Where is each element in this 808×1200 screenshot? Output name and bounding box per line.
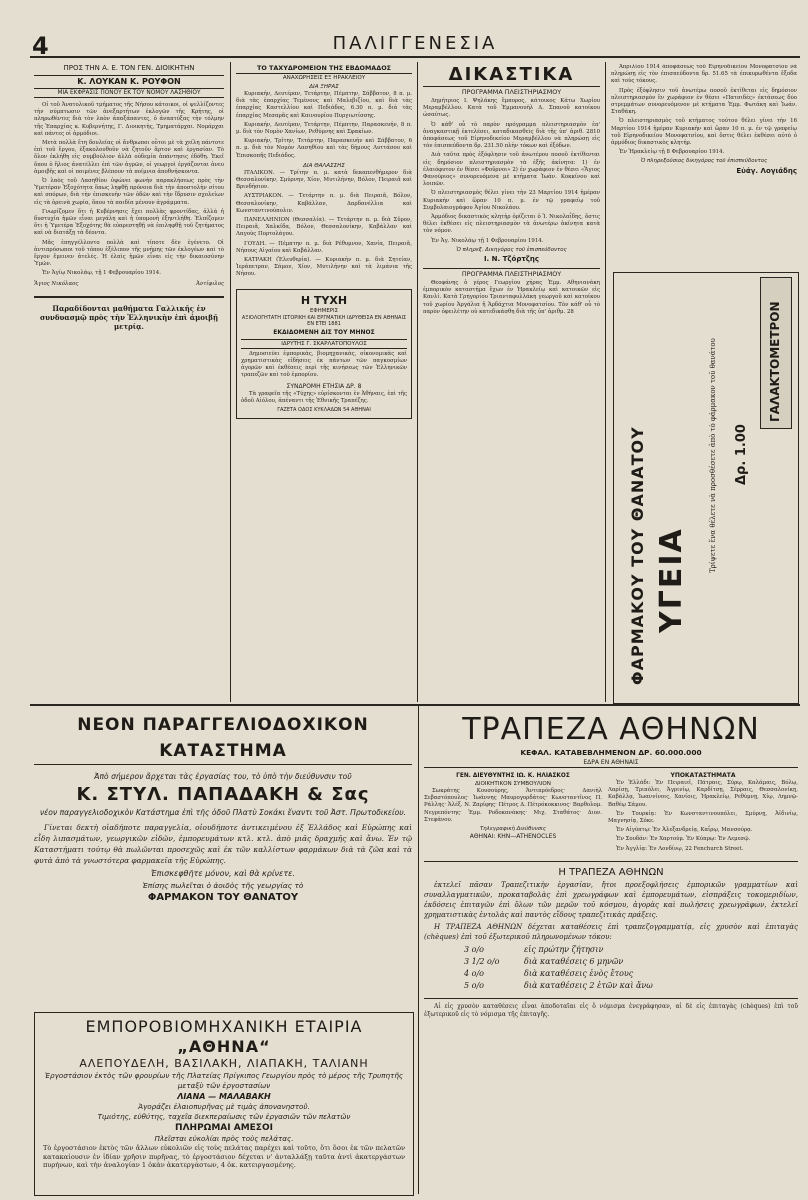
sea-heading: ΔΙΑ ΘΑΛΑΣΣΗΣ bbox=[303, 162, 345, 169]
schedule-entry: ΠΑΝΕΛΛΗΝΙΟΝ (Θεσσαλία). — Τετάρτην π. μ. διὰ Σῦρον, Πειραιᾶ, Χαλκίδα, Βόλον, Θεσσαλονίκην, Καβάλλαν καὶ Λαγοὺς Πορτολάγου. bbox=[236, 217, 412, 238]
auction-paragraph: Διὰ ταῦτα πρὸς ἐξόφλησιν τοῦ ἀνωτέρου ποσοῦ ἐκτίθενται εἰς δημόσιον πλειστηριασμὸν τὰ ἑξῆς ἀκίνητα: 1) ἐν ἐλαιόφυτον ἐν θέσει «Φοῦρνοι» 2) ἐν χωράφιον ἐν θέσει «Ἅγιος Φανούριος» συνορευόμενα μὲ κτήματα Ἰωάν. Κοκκίνου καὶ λοιπῶν. bbox=[423, 152, 600, 188]
rate-term: εἰς πρώτην ζήτησιν bbox=[524, 944, 604, 954]
tyche-office: Τὰ γραφεῖα τῆς «Τύχης» εὑρίσκονται ἐν Ἀθήναις, ἐπὶ τῆς ὁδοῦ Αἰόλου, ἀπέναντι τῆς Ἐθνικῆς Τραπέζης. bbox=[241, 390, 407, 404]
bank-branch: Ἐν Σουδάν: Ἐν Χαρτούμ. Ἐν Κύπρῳ: Ἐν Λεμεσῷ. bbox=[616, 836, 751, 843]
article-recipient: Κ. ΛΟΥΚΑΝ Κ. ΡΟΥΦΟΝ bbox=[77, 77, 181, 86]
sign-place: Ἅγιος Νικόλαος bbox=[34, 280, 79, 287]
auction-signature: Ι. Ν. Τζόρτζης bbox=[483, 255, 540, 264]
tyche-founder: ΙΔΡΥΤΗΣ Γ. ΣΚΑΡΛΑΤΟΠΟΥΛΟΣ bbox=[241, 339, 407, 349]
article-title: ΠΡΟΣ ΤΗΝ Α. Ε. ΤΟΝ ΓΕΝ. ΔΙΟΙΚΗΤΗΝ bbox=[34, 64, 224, 76]
schedule-entry: ΑΥΣΤΡΙΑΚΟΝ. — Τετάρτην π. μ. διὰ Πειραιᾶ, Βόλον, Θεσσαλονίκην, Καβάλλαν, Δαρδανέλλια καὶ Κωνσταντινούπολιν. bbox=[236, 193, 412, 214]
tyche-publication: ΕΚΔΙΔΟΜΕΝΗ ΔΙΣ ΤΟΥ ΜΗΝΟΣ bbox=[273, 328, 375, 336]
signature: Ἀντίφιλος bbox=[196, 280, 224, 287]
bank-deposit-heading: Η ΤΡΑΠΕΖΑ ΑΘΗΝΩΝ δέχεται καταθέσεις ἐπὶ τραπεζογραμματίᾳ, εἰς χρυσὸν καὶ ἐπιταγὰς (chèques) ἐπὶ τοῦ ἐξωτερικοῦ πληρωνομένων τόκου: bbox=[424, 922, 798, 941]
company-factory: Ἐργοστάσιον ἐκτὸς τῶν φρουρίων τῆς Πλατείας Πρίγκιπος Γεωργίου πρὸς τὸ μέρος τῆς Τρυπητῆς μεταξὺ τῶν ἐργοστασίων bbox=[44, 1071, 404, 1090]
tyche-ad bbox=[236, 289, 412, 420]
company-name: „ΑΘΗΝΑ“ bbox=[177, 1037, 271, 1056]
article-paragraph: Ἐν Ἁγίῳ Νικολάῳ, τῇ 1 Φεβρουαρίου 1914. bbox=[42, 270, 161, 277]
article-paragraph: Ὁ λαὸς τοῦ Λασηθίου ὑψώνει φωνὴν παρακλήσεως πρὸς τὴν Ὑμετέραν Ἐξοχότητα ὅπως ληφθῇ πρόνοια διὰ τὴν ἀποστολὴν σίτου καὶ σπόρων, διὰ τὴν ἐπισκευὴν τῶν ὁδῶν καὶ τὴν ἵδρυσιν σχολείων εἰς τὰ ὀρεινὰ χωρία, ὅπου τὰ παιδία μένουν ἀγράμματα. bbox=[34, 178, 224, 206]
company-partners: ΑΛΕΠΟΥΔΕΛΗ, ΒΑΣΙΛΑΚΗ, ΛΙΑΠΑΚΗ, ΤΑΛΙΑΝΗ bbox=[79, 1057, 369, 1070]
tyche-address: ΓΑΖΕΤΑ ΟΔΟΣ ΚΥΚΛΑΔΩΝ 54 ΑΘΗΝΑΙ bbox=[277, 407, 371, 414]
company-line: Τιμιότης, εὐθύτης, ταχεῖα διεκπεραίωσις τῶν ἐργασιῶν τῶν πελατῶν bbox=[97, 1112, 351, 1121]
auction-paragraph: Ὁ κάθ' οὗ τὸ παρὸν πρόγραμμα πλειστηριασμὸν ἐπ' ἀναγκαστικῇ ἐκτελέσει, καταδικασθεὶς διὰ τῆς ὑπ' ἀριθ. 2810 ἀποφάσεως τοῦ Εἰρηνοδικείου Μεραμβέλλου νὰ πληρώσῃ εἰς τὸν ἐπισπεύδοντα δρ. 231.50 πλὴν τόκων καὶ ἐξόδων. bbox=[423, 121, 600, 150]
company-line: Πλεῖσται εὐκολίαι πρὸς τοὺς πελάτας. bbox=[154, 1134, 294, 1143]
tyche-title: Η ΤΥΧΗ bbox=[300, 293, 348, 307]
masthead: ΠΑΛΙΓΓΕΝΕΣΙΑ bbox=[332, 33, 498, 54]
auction-date: Ἐν Ἁγ. Νικολάῳ τῇ 1 Φεβρουαρίου 1914. bbox=[431, 237, 544, 244]
schedule-entry: Κυριακήν, Δευτέραν, Τετάρτην, Πέμπτην, Παρασκευήν, 8 π. μ. διὰ τὸν Νομὸν Χανίων, Ρεθύμνης καὶ Σφακίων. bbox=[236, 121, 412, 136]
rate-value: 5 ο/ο bbox=[464, 980, 484, 990]
bank-branch: Ἐν Ἑλλάδι: Ἐν Πειραιεῖ, Πάτραις, Σύρῳ, Καλάμαις, Βόλῳ, Λαρίσῃ, Τριπόλει, Ἀγρινίῳ, Καρδίτσῃ, Σέρραις, Θεσσαλονίκῃ, Καβάλλᾳ, Ἰωαννίνοις, Χανίοις, Ἡρακλείῳ, Ρεθύμνῃ, Χίῳ, Λημνῷ-Βαθέῳ Σάμου. bbox=[608, 780, 798, 808]
auction-signature: Εὐάγ. Λογιάδης bbox=[736, 166, 797, 175]
column-divider bbox=[417, 62, 418, 702]
shop-subtitle: νέον παραγγελιοδοχικὸν Κατάστημα ἐπὶ τῆς ὁδοῦ Πλατὺ Σοκάκι ἔναντι τοῦ Ἀστ. Πρωτοδικείου. bbox=[39, 808, 407, 817]
bank-board-heading: ΔΙΟΙΚΗΤΙΚΟΝ ΣΥΜΒΟΥΛΙΟΝ bbox=[474, 781, 551, 787]
auction-paragraph: Ἀρμόδιος δικαστικὸς κλητὴρ ὁρίζεται ὁ Ἰ. Νικολαΐδης, ὅστις θέλει ἐκθέσει εἰς πλειστηριασμὸν τὰ ἀνωτέρω ἀκίνητα κατὰ τὸν νόμον. bbox=[423, 214, 600, 235]
pesticide-ad bbox=[613, 272, 799, 704]
rate-term: διὰ καταθέσεις 6 μηνῶν bbox=[524, 956, 624, 966]
tuition-notice: Παραδίδονται μαθήματα Γαλλικῆς ἐν συνδυασμῷ πρὸς τὴν Ἑλληνικὴν ἐπὶ ἀμοιβῇ μετρίᾳ. bbox=[34, 296, 224, 331]
schedule-entry: Κυριακήν, Δευτέραν, Τετάρτην, Πέμπτην, Σάββατον, 8 π. μ. διὰ τὰς ἐπαρχίας Τεμένους καὶ Μαλεβιζίου, καὶ διὰ τὰς ἐπαρχίας Καστελλίου καὶ Πεδιάδος, 6.30 π. μ. διὰ τὰς ἐπαρχίας Μεσαρᾶς καὶ Καινουρίου Πυργιωτίσσης. bbox=[236, 91, 412, 119]
bank-services: ἐκτελεῖ πᾶσαν Τραπεζιτικὴν ἐργασίαν, ἤτοι προεξοφλήσεις ἐμπορικῶν γραμματίων καὶ συναλλαγματικῶν, προκαταβολὰς ἐπὶ χρεωγράφων καὶ ἐμπορευμάτων, εἰσπράξεις τοκομεριδίων, ἐκδόσεις ἐπιταγῶν ἐπὶ ὅλων τῶν μερῶν τοῦ κόσμου, ἀγορὰς καὶ πωλήσεις χρεωγράφων, ἐκτελεῖ χρηματιστικὰς ἐντολὰς καὶ παντὸς εἴδους τραπεζιτικὰς πράξεις. bbox=[424, 880, 798, 919]
shop-body: Γίνεται δεκτὴ οἱαδήποτε παραγγελία, οἰουδήποτε ἀντικειμένου ἐξ Ἑλλάδος καὶ Εὐρώπης καὶ εἶδη λιπασμάτων, γεωργικῶν εἰδῶν, ἐμπορευμάτων κτλ. κτλ. ἀπὸ μιᾶς δραχμῆς καὶ ἄνω. Ἐν τῷ Καταστήματι τούτῳ θὰ πωλῶνται προσεχῶς καὶ ἐκ τῶν καλλίστων φαρμάκων διὰ τὰ ζῶα καὶ τὰ φυτὰ ἀπὸ τὰ γνωστότερα φαρμακεῖα τῆς Εὐρώπης. bbox=[34, 823, 412, 865]
column-divider bbox=[418, 706, 419, 1194]
shop-owner: Κ. ΣΤΥΛ. ΠΑΠΑΔΑΚΗ & Σας bbox=[76, 784, 370, 805]
auction-title: ΠΡΟΓΡΑΜΜΑ ΠΛΕΙΣΤΗΡΙΑΣΜΟΥ bbox=[461, 88, 562, 96]
shop-title: ΝΕΟΝ ΠΑΡΑΓΓΕΛΙΟΔΟΧΙΚΟΝ ΚΑΤΑΣΤΗΜΑ bbox=[34, 712, 412, 765]
auction-paragraph: Θεοφάνης ὁ γέρος Γεωργίου χήρας Ἐμμ. Αθηνιανάκη ἐμπορικὸν καταστήμα ἔχων ἐν Ἡρακλείῳ καὶ κατοικῶν εἰς Κανλί. Κατὰ Γρηγορίου Τριανταφυλλάκη γεωργοῦ καὶ κατοίκου τοῦ χωρίου Ἀργάλια ἢ Ἀρδάχτια Μονοφατσίου. Τὸν κάθ' οὗ τὸ παρὸν ὀφειλέτην οὐ κατεδικάσθη διὰ τῆς ὑπ' ἀριθμ. 28 bbox=[423, 280, 600, 315]
bank-telegram-heading: Τηλεγραφικὴ Διεύθυνσις bbox=[479, 826, 547, 833]
company-title: ΕΜΠΟΡΟΒΙΟΜΗΧΑΝΙΚΗ ΕΤΑΙΡΙΑ bbox=[85, 1017, 363, 1036]
tyche-tag: ΕΦΗΜΕΡΙΣ bbox=[309, 307, 338, 314]
bank-rates bbox=[424, 944, 798, 992]
tyche-subscription: ΣΥΝΔΡΟΜΗ ΕΤΗΣΙΑ ΔΡ. 8 bbox=[286, 382, 362, 390]
post-office-schedule bbox=[236, 64, 412, 704]
bank-footer: Αἱ εἰς χρυσὸν καταθέσεις εἶναι ἀποδοταῖαι εἰς ὃ νόμισμα ἐνεγράφησαν, αἱ δὲ εἰς ἐπιταγὰς (chèques) ἐπὶ τοῦ ἐξωτερικοῦ εἰς τὸ νόμισμα τῆς ἐπιταγῆς. bbox=[424, 998, 798, 1020]
rate-value: 4 ο/ο bbox=[464, 968, 484, 978]
page-number: 4 bbox=[32, 32, 49, 60]
company-line: Ἀγοράζει ἐλαιοπυρῆνας μὲ τιμὰς ἀπονανηστοῦ. bbox=[138, 1102, 310, 1111]
auction-title-2: ΠΡΟΓΡΑΜΜΑ ΠΛΕΙΣΤΗΡΙΑΣΜΟΥ bbox=[423, 268, 600, 280]
legal-section-title: ΔΙΚΑΣΤΙΚΑ bbox=[423, 64, 600, 87]
company-ad bbox=[34, 1012, 414, 1196]
tyche-text: Δημοσιεύει ἐμπορικὰς, βιομηχανικὰς, οἰκονομικὰς καὶ χρηματιστικὰς εἰδήσεις ἐκ πάντων τῶν παγκοσμίων ἀγορῶν καὶ ἐκθέσεις περὶ τῆς κινήσεως τῶν Ἑλληνικῶν τραπεζῶν καὶ τοῦ ἐμπορίου. bbox=[241, 350, 407, 379]
bank-board: Σωκράτης Κουσούρης, Ἀντιπρόεδρος· Δανιὴλ Σεβαστόπουλος· Ἰωάννης Μαυρογορδάτος· Κωνσταντῖνος Π. Ράλλης· Ἀλέξ. Ν. Ζαρίφης· Πέτρος Δ. Πέτρόκοκκινος· Βαρθολομ. Νεγρεπόντης· Ἐμμ. Ροδοκανάκης· Μιχ. Σταθάτος· Διον. Στεφάνου. bbox=[424, 788, 602, 823]
article-governor-letter bbox=[34, 64, 224, 724]
bank-seat: ΕΔΡΑ ΕΝ ΑΘΗΝΑΙΣ bbox=[424, 758, 798, 768]
column-divider bbox=[230, 62, 231, 702]
rate-term: διὰ καταθέσεις 2 ἐτῶν καὶ ἄνω bbox=[524, 980, 653, 990]
shop-product: ΦΑΡΜΑΚΟΝ ΤΟΥ ΘΑΝΑΤΟΥ bbox=[147, 892, 299, 903]
article-paragraph: Μᾶς ἐπηγγέλλοντο πολλὰ καὶ τίποτε δὲν ἐγένετο. Οἱ ἀντιπρόσωποι τοῦ τόπου ἐξέλιπον τῆς μνήμης τῶν ἐκλογέων καὶ τὸ ἔργον ἔμεινεν ἀτελές. Ἡ ἐλπὶς ἡμῶν εἶναι εἰς τὴν δικαιοσύνην Ὑμῶν. bbox=[34, 239, 224, 268]
bank-branch: Ἐν Ἀγγλίᾳ: Ἐν Λονδίνῳ, 22 Fenchurch Street. bbox=[616, 845, 744, 852]
bank-capital: ΚΕΦΑΛ. ΚΑΤΑΒΕΒΛΗΜΕΝΟΝ ΔΡ. 60.000.000 bbox=[520, 748, 702, 757]
company-body: Τὸ ἐργοστάσιον ἐκτὸς τῶν ἄλλων εὐκολιῶν εἰς τοὺς πελάτας παρέχει καὶ τοῦτο, ὅτι ὅσοι ἐκ τῶν πελατῶν κατακαίουσιν ἐν ἰδίαν χρῆσιν πυρῆνας, τὸ ἐργοστάσιον δέχεται ν' ἀνταλλάξῃ ταῦτα ἀντὶ ἀκατεργάστων πυρήνων, καὶ τὴν ἀναλογίαν 1 ὀκὰν ἀκατεργάστων, 4 ὀκ. κατειργασμένης. bbox=[43, 1144, 405, 1170]
shop-note: Ἐπίσης πωλεῖται ὁ ἀοιδὸς τῆς γεωργίας τὸ bbox=[142, 881, 304, 890]
article-paragraph: Γνωρίζομεν ὅτι ἡ Κυβέρνησις ἔχει πολλὰς φροντίδας, ἀλλὰ ἡ δυστυχία ἡμῶν εἶναι μεγάλη καὶ ἡ ὑπομονὴ ἐξηντλήθη. Ἐλπίζομεν ὅτι ἡ Ὑμετέρα Ἐξοχότης θὰ εὐαρεστηθῇ νὰ ἐπιληφθῇ τοῦ ζητήματος καὶ νὰ διατάξῃ τὰ δέοντα. bbox=[34, 208, 224, 237]
auction-paragraph: Ἀπριλίου 1914 ἀποφάσεως τοῦ Εἰρηνοδικείου Μονοφατσίου νὰ πληρώσῃ εἰς τὸν ἐπισπεύδοντα δρ. 51.65 τὰ ἐπικυρωθέντα ἔξοδα καὶ τοὺς τόκους. bbox=[611, 64, 797, 85]
auction-paragraph: Ὁ πλειστηριασμὸς θέλει γίνει τὴν 23 Μαρτίου 1914 ἡμέραν Κυριακὴν καὶ ὥραν 10 π. μ. ἐν τῷ γραφείῳ τοῦ Συμβολαιογράφου Ἁγίου Νικολάου. bbox=[423, 190, 600, 211]
tyche-description: ΑΞΙΟΛΟΓΗΤΑΤΗ ΙΣΤΟΡΙΚΗ ΚΑΙ ΕΡΓΜΑΤΙΚΗ ΙΔΡΥΘΕΙΣΑ ΕΝ ΑΘΗΝΑΙΣ ΕΝ ΕΤΕΙ 1881 bbox=[241, 314, 407, 328]
land-heading: ΔΙΑ ΞΗΡΑΣ bbox=[309, 84, 339, 90]
schedule-title: ΤΟ ΤΑΧΥΔΡΟΜΕΙΟΝ ΤΗΣ ΕΒΔΟΜΑΔΟΣ bbox=[236, 64, 412, 74]
article-subtitle: ΜΙΑ ΕΚΦΡΑΣΙΣ ΠΟΝΟΥ ΕΚ ΤΟΥ ΝΟΜΟΥ ΛΑΣΗΘΙΟΥ bbox=[34, 88, 224, 98]
ad-vertical-title: ΦΑΡΜΑΚΟΥ ΤΟΥ ΘΑΝΑΤΟΥ bbox=[628, 426, 647, 685]
auction-paragraph: Πρὸς ἐξόφλησιν τοῦ ἀνωτέρω ποσοῦ ἐκτίθεται εἰς δημόσιον πλειστηριασμὸν ἓν χωράφιον ἐν θέσει «Πατσιδές» ἐκτάσεως δύο στρεμμάτων συνορευόμενον μὲ κτήματα Ἐμμ. Φωτάκη καὶ Ἰωάν. Σταθάκη. bbox=[611, 87, 797, 116]
bank-director: ΓΕΝ. ΔΙΕΥΘΥΝΤΗΣ ΙΩ. Κ. ΗΛΙΑΣΚΟΣ bbox=[456, 773, 570, 779]
shop-ad bbox=[34, 712, 412, 1008]
schedule-entry: ΓΟΥΔΗ. — Πέμπτην π. μ. διὰ Ρέθυμνον, Χανία, Πειραιᾶ, Νήσους Αἰγαίου καὶ Καβάλλαν. bbox=[236, 240, 412, 254]
auction-role: Ὁ πληρεξ. Δικηγόρος τοῦ ἐπισπεύδοντος bbox=[456, 246, 567, 253]
auction-paragraph: Δημήτριος Ι. Ψηλάκης ἔμπορος, κάτοικος Κάτω Χωρίου Μεραμβέλλου. Κατὰ τοῦ Ἐμμανουὴλ Δ. Σπανοῦ κατοίκου ὡσαύτως. bbox=[423, 98, 600, 119]
bank-title: ΤΡΑΠΕΖΑ ΑΘΗΝΩΝ bbox=[462, 712, 760, 747]
legal-notice-continued bbox=[611, 64, 797, 264]
section-divider bbox=[30, 704, 800, 706]
page-header bbox=[30, 30, 800, 58]
ad-price: Δρ. 1.00 bbox=[734, 424, 749, 485]
bank-branch: Ἐν Αἰγύπτῳ: Ἐν Ἀλεξανδρείᾳ, Καΐρῳ, Μανσούρᾳ. bbox=[616, 827, 753, 834]
company-payment: ΠΛΗΡΩΜΑΙ ΑΜΕΣΟΙ bbox=[175, 1123, 273, 1133]
shop-intro: Ἀπὸ σήμερον ἄρχεται τὰς ἐργασίας του, τὸ ὑπὸ τὴν διεύθυνσιν τοῦ bbox=[94, 772, 352, 781]
rate-value: 3 1/2 ο/ο bbox=[464, 956, 500, 966]
schedule-subtitle: ΑΝΑΧΩΡΗΣΕΙΣ ΕΞ ΗΡΑΚΛΕΙΟΥ bbox=[282, 75, 366, 81]
bank-section-title: Η ΤΡΑΠΕΖΑ ΑΘΗΝΩΝ bbox=[424, 861, 798, 880]
schedule-entry: ΚΑΤΡΑΚΗ (Ἐλευθερία). — Κυριακὴν π. μ. διὰ Σητείαν, Ἱεράπετραν, Σάμον, Χίον, Μυτιλήνην καὶ τὰ λιμάνια τῆς Νήσου. bbox=[236, 257, 412, 278]
legal-notices bbox=[423, 64, 600, 704]
shop-note: Ἐπισκεφθῆτε μόνον, καὶ θὰ κρίνετε. bbox=[150, 869, 296, 878]
auction-paragraph: Ὁ πλειστηριασμὸς τοῦ κτήματος τούτου θέλει γίνει τὴν 16 Μαρτίου 1914 ἡμέραν Κυριακὴν καὶ ὥραν 10 π. μ. ἐν τῷ γραφείῳ τοῦ Εἰρηνοδικείου Μονοφατσίου, καὶ ὅστις θέλει ἐκθέσει αὐτὸ ὁ ἀρμόδιος δικαστικὸς κλητήρ. bbox=[611, 118, 797, 147]
ad-galaktometron: ΓΑΛΑΚΤΟΜΕΤΡΟΝ bbox=[768, 301, 782, 422]
article-paragraph: Οἱ τοῦ Ἀνατολικοῦ τμήματος τῆς Νήσου κάτοικοι, οἱ ψελλίζοντες τὴν σύμπτωσιν τῶν ἀνεξαρτήτων ἐκλογῶν τῆς Κρήτης, οἱ πληρωθέντες διὰ τὸν λαὸν ἀπαξάπαντες, ὁ ἀναπτύξας τὴν τόλμην τῆς Ἐπαρχίας κ. Κυβερνήτης, Γ. Διοικητὴς, Τμηματάρχαι. Νομάρχαι καὶ πάντες οἱ ἀρμόδιοι. bbox=[34, 102, 224, 137]
bank-branches-heading: ΥΠΟΚΑΤΑΣΤΗΜΑΤΑ bbox=[670, 772, 736, 779]
bank-branch: Ἐν Τουρκίᾳ: Ἐν Κωνσταντινουπόλει, Σμύρνῃ, Ἀϊδινίῳ, Μαγνησίᾳ, Σόκε. bbox=[608, 810, 798, 825]
schedule-entry: ΙΤΑΛΙΚΟΝ. — Τρίτην π. μ. κατὰ δεκαπενθήμερον διὰ Θεσσαλονίκην, Σμύρνην, Χίον, Μυτιλήνην, Βόλον, Πειραιᾶ καὶ Βρινδήσιον. bbox=[236, 169, 412, 191]
bank-telegram: ΑΘΗΝΑΙ: ΚΗΝ—ATHENOCLES bbox=[469, 833, 557, 841]
article-paragraph: Μετὰ πολλὰ ἔτη δουλείας οἱ ἄνθρωποι οὗτοι μὲ τὰ χείλη πάντοτε ἐπὶ τοῦ ἔργου, ἐξακολουθοῦν νὰ ζητοῦν ἄρτον καὶ ἐργασίαν. Τὸ ὅλον ἐκλήθη εἰς συμβούλιον ἀλλὰ οὐδεμία ἀπάντησις ἐδόθη. Ἐκεῖ ὅπου ὁ ἥλιος ἀνατέλλει ἐπὶ τῶν ἀγρῶν, οἱ γεωργοὶ ἐργάζονται ἀνευ ἀμοιβῆς καὶ οἱ ποιμένες βλέπουν τὰ ποίμνια ἀποθνήσκοντα. bbox=[34, 140, 224, 175]
company-factory-names: ΛΙΑΝΑ — ΜΑΛΑΒΑΚΗ bbox=[177, 1092, 271, 1101]
rate-value: 3 ο/ο bbox=[464, 944, 484, 954]
schedule-entry: Κυριακήν, Τρίτην, Τετάρτην, Παρασκευήν καὶ Σάββατον, 6 π. μ. διὰ τὸν Νομὸν Λασηθίου καὶ τὰς δήμους Λυττάσου καὶ Ἐπισκοπῆς Πεδιάδος. bbox=[236, 138, 412, 159]
column-divider bbox=[605, 62, 606, 702]
bank-ad bbox=[424, 712, 798, 1194]
auction-date: Ἐν Ἡρακλείῳ τῇ 8 Φεβρουαρίου 1914. bbox=[619, 149, 725, 156]
ad-note: Τρίψετε ἕνα θέλετε νὰ προσθέσετε ἀπὸ τὸ φάρμακον τοῦ θανάτου bbox=[709, 338, 717, 573]
auction-role: Ὁ πληρεξούσιος δικηγόρος τοῦ ἐπισπεύδοντος bbox=[640, 158, 768, 165]
ad-health: ΥΓΕΙΑ bbox=[654, 527, 689, 633]
rate-term: διὰ καταθέσεις ἑνὸς ἔτους bbox=[524, 968, 634, 978]
